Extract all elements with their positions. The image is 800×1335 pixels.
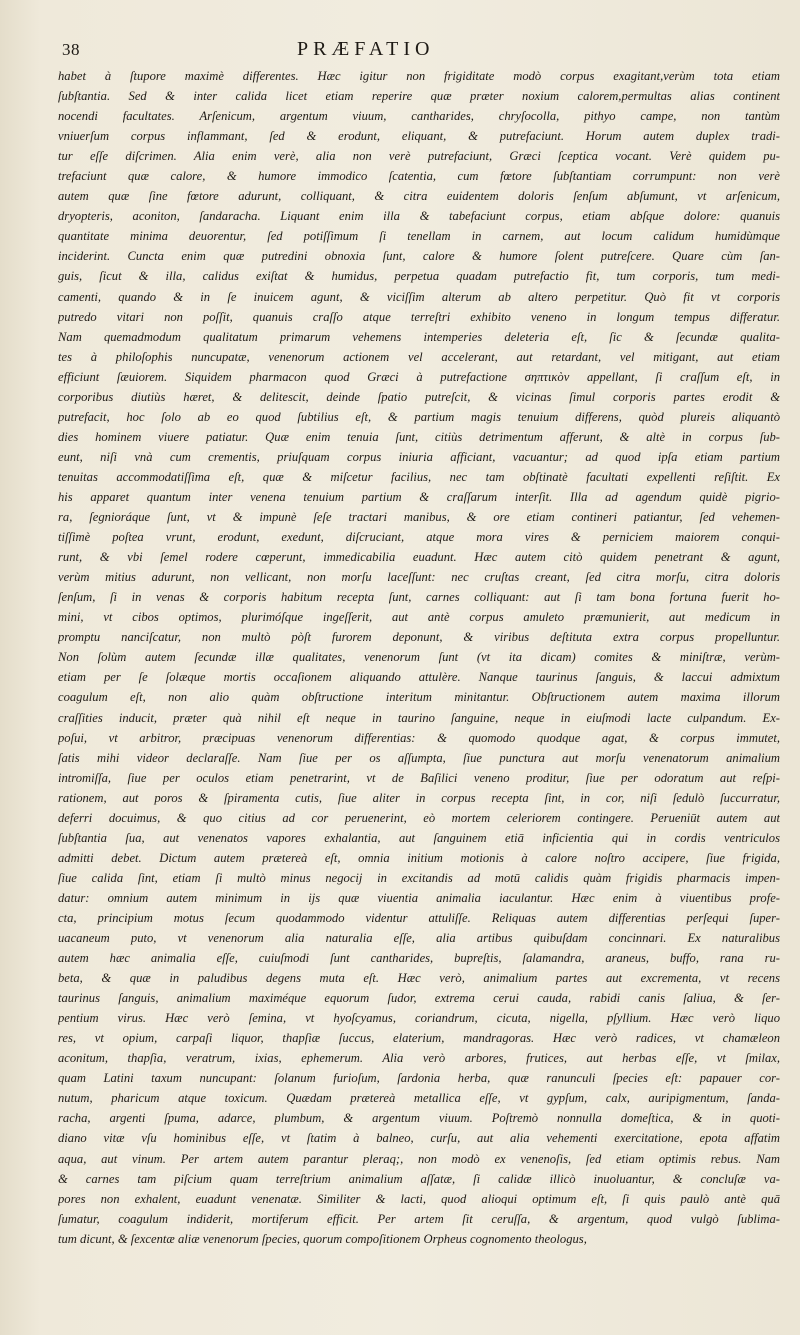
text-line: tes à philoſophis nuncupatæ, venenorum actionem vel accelerant, aut retardant, vel mitigant, aut etiam [58,349,780,364]
text-line: res, vt opium, carpaſi liquor, thapſiæ ſuccus, elaterium, mandragoras. Hæc verò radices, vt chamæleon [58,1031,780,1046]
text-line: mini, vt cibos optimos, plurimóſque ingeſſerit, aut antè corpus amuleto præmunierit, aut medicum in [58,610,780,625]
text-line: cta, principium motus ſecum quodammodo videntur attuliſſe. Reliquas autem differentias perſequi ſuper- [58,910,780,925]
running-head: PRÆFATIO [297,38,435,60]
text-line: nocendi facultates. Arſenicum, argentum viuum, cantharides, chryſocolla, pithyo campe, non tantùm [58,109,780,124]
text-line: tenuitas accommodatiſſima eſt, quæ & miſcetur facilius, nec tam obſtinatè facultati expellenti reſiſtit. Ex [58,469,780,484]
text-line: ra, ſegnioráque ſunt, vt & impunè ſeſe tractari manibus, & ore etiam contineri patiantur, ſed vehemen- [58,510,780,525]
page-number: 38 [62,40,80,59]
text-line: ſiue calida ſint, etiam ſi multò minus negocij in excitandis ad motū calidis quàm frigidis pharmacis impen- [58,870,780,885]
text-line: trefaciunt quæ calore, & humore immodico ſcatentia, cum fœtore ſubſtantiam corrumpunt: non verè [58,169,780,184]
text-line: runt, & vbi ſemel rodere cœperunt, immedicabilia euadunt. Hæc autem citò quidem penetrant & agunt, [58,550,780,565]
text-line: guis, ſicut & illa, calidus exiſtat & humidus, perpetua quadam putrefactio fit, tum corporis, tum medi- [58,269,780,284]
text-line: Nam quemadmodum qualitatum primarum vehemens intemperies deleteria eſt, ſic & ſecundæ qualita- [58,329,780,344]
text-line: camenti, quando & in ſe inuicem agunt, & viciſſim alterum ab altero perpetitur. Quò fit vt corporis [58,289,780,304]
text-line: racha, argenti ſpuma, adarce, plumbum, & argentum viuum. Poſtremò nonnulla domeſtica, & in quoti- [58,1111,780,1126]
text-line: verùm mitius adurunt, non vellicant, non morſu laceſſunt: nec cruſtas creant, ſed citra morſu, citra doloris [58,570,780,585]
text-line: tur eſſe diſcrimen. Alia enim verè, alia non verè putrefaciunt, Græci ſceptica vocant. Verè quidem pu- [58,149,780,164]
text-line: quam Latini taxum nuncupant: ſolanum furioſum, ſardonia herba, quæ ranunculi ſpecies eſt: papauer cor- [58,1071,780,1086]
text-line: coagulum eſt, non alio quàm obſtructione interitum minitantur. Obſtructionem autem maxima illorum [58,690,780,705]
text-line: autem quæ ſine fœtore adurunt, colliquant, & citra euidentem doloris ſenſum abſumunt, vt arſenicum, [58,189,780,204]
text-line: ſubſtantia ſua, aut venenatos vapores exhalantia, aut ſanguinem etiā inficientia qui in cordis ventriculos [58,830,780,845]
text-line: diano vitæ vſu hominibus eſſe, vt ſtatim à balneo, curſu, aut alia vehementi exercitatione, epota affatim [58,1131,780,1146]
text-line: beta, & quæ in paludibus degens muta eſt. Hæc verò, animalium partes aut excrementa, vt recens [58,971,780,986]
text-line: corporibus diutiùs hæret, & delitescit, deinde ſpatio putreſcit, & vicinas ſimul corporis partes erodit & [58,389,780,404]
text-line: craſſities inducit, præter quà nihil eſt neque in taurino ſanguine, neque in eiuſmodi lacte culpandum. Ex- [58,710,780,725]
text-line: inciderint. Cuncta enim quæ putredini obnoxia ſunt, calore & humore ſolent putreſcere. Quare cùm ſan- [58,249,780,264]
text-line: dies hominem viuere patiatur. Quæ enim tenuia ſunt, citiùs detrimentum afferunt, & altè in corpus ſub- [58,429,780,444]
text-line: tum dicunt, & ſexcentæ aliæ venenorum ſpecies, quorum compoſitionem Orpheus cognomento theologus, [58,1231,587,1246]
text-line: autem hæc animalia eſſe, cuiuſmodi ſunt cantharides, bupreſtis, ſalamandra, araneus, buffo, rana ru- [58,951,780,966]
text-line: quantitate minima deuorentur, ſed potiſſimum ſi tenellam in carnem, aut locum calidum humidùmque [58,229,780,244]
text-line: rationem, aut poros & ſpiramenta cutis, ſiue aliter in corpus recepta ſint, in cor, niſi ſedulò ſuccurratur, [58,790,780,805]
text-line: eunt, niſi vnà cum crementis, priuſquam corpus iniuria afficiant, vacuantur; ad quod ipſa etiam partium [58,449,780,464]
text-line: admitti debet. Dictum autem prætereà eſt, omnia initium motionis à calore noſtro accipere, ſiue frigida, [58,850,780,865]
text-line: aqua, aut vinum. Per artem autem parantur pleraq;, non modò ex venenoſis, ſed etiam optimis rebus. Nam [58,1151,780,1166]
text-line: vniuerſum corpus inflammant, ſed & erodunt, eliquant, & putrefaciunt. Horum autem duplex tradi- [58,129,780,144]
text-line: uacaneum puto, vt venenorum alia naturalia eſſe, alia artibus quibuſdam concinnari. Ex naturalibus [58,931,780,946]
text-line: dryopteris, aconiton, ſandaracha. Liquant enim illa & tabefaciunt corpus, etiam abſque dolore: quanuis [58,209,780,224]
body-text [58,66,780,1249]
page-header [62,38,762,64]
text-line: poſui, vt arbitror, præcipuas venenorum differentias: & quomodo quodque agat, & corpus immutet, [58,730,780,745]
text-line: nutum, pharicum atque toxicum. Quædam prætereà metallica eſſe, vt gypſum, calx, auripigmentum, ſanda- [58,1091,780,1106]
text-line: habet à ſtupore maximè differentes. Hæc igitur non frigiditate modò corpus exagitant,verùm tota etiam [58,69,780,83]
text-line: etiam per ſe ſolæque mortis occaſionem aliquando attulère. Nanque taurinus ſanguis, & laccui admixtum [58,670,780,685]
text-line: ſatis mihi videor declaraſſe. Nam ſiue per os aſſumpta, ſiue punctura aut morſu venenatorum animalium [58,750,780,765]
text-line: efficiunt ſæuiorem. Siquidem pharmacon quod Græci à putrefactione σηπτικὸν appellant, ſi craſſum eſt, in [58,369,780,384]
text-line: pentium virus. Hæc verò ſemina, vt hyoſcyamus, coriandrum, cicuta, nigella, pſyllium. Hæc verò liquo [58,1011,780,1026]
text-line: ſenſum, ſi in venas & corporis habitum recepta ſunt, carnes colliquant: aut ſi tam bona fortuna fuerit ho- [58,590,780,605]
text-line: & carnes tam piſcium quam terreſtrium animalium aſſatæ, ſi calidæ illicò inuoluantur, & concluſæ va- [58,1171,780,1186]
text-line: his apparet quantum inter venena tenuium partium & craſſarum interſit. Illa ad agendum quidè pigrio- [58,489,780,504]
text-line: promptu nanciſcatur, non multò pòſt furorem deponunt, & viribus deſtituta extra corpus propelluntur. [58,630,780,645]
text-line: intromiſſa, ſiue per oculos etiam penetrarint, vt de Baſilici veneno proditur, ſiue per odoratum aut reſpi- [58,770,780,785]
text-line: ſumatur, coagulum indiderit, mortiferum efficit. Per artem ſit ceruſſa, & argentum, quod vulgò ſublima- [58,1211,780,1226]
text-line: tiſſimè poſtea vrunt, erodunt, exedunt, diſcruciant, atque mora vires & perniciem maiorem conqui- [58,530,780,545]
text-line: aconitum, thapſia, veratrum, ixias, ephemerum. Alia verò arbores, frutices, aut herbas eſſe, vt ſmilax, [58,1051,780,1066]
text-line: Non ſolùm autem ſecundæ illæ qualitates, venenorum ſunt (vt ita dicam) comites & miniſtræ, verùm- [58,650,780,665]
text-line: putredo vitari non poſſit, quanuis craſſo atque terreſtri exhibito veneno in longum tempus differatur. [58,309,780,324]
text-line: pores non exhalent, euadunt venenatæ. Similiter & lacti, quod alioqui optimum eſt, ſi quis paulò antè quā [58,1191,780,1206]
text-line: putrefacit, hoc ſolo ab eo quod ſubtilius eſt, & partium magis tenuium differens, quòd plureis aliquantò [58,409,780,424]
text-line: datur: omnium autem minimum in ijs quæ viuentia animalia iaculantur. Hæc enim à viuentibus profe- [58,890,780,905]
text-line: taurinus ſanguis, animalium maximéque equorum ſudor, extrema cerui cauda, rabidi canis ſaliua, & ſer- [58,991,780,1006]
text-line: deferri docuimus, & quo citius ad cor peruenerint, eò mortem celeriorem contingere. Perueniūt autem aut [58,810,780,825]
text-line: ſubſtantia. Sed & inter calida licet etiam reperire quæ præter noxium calorem,permultas alias continent [58,89,780,104]
